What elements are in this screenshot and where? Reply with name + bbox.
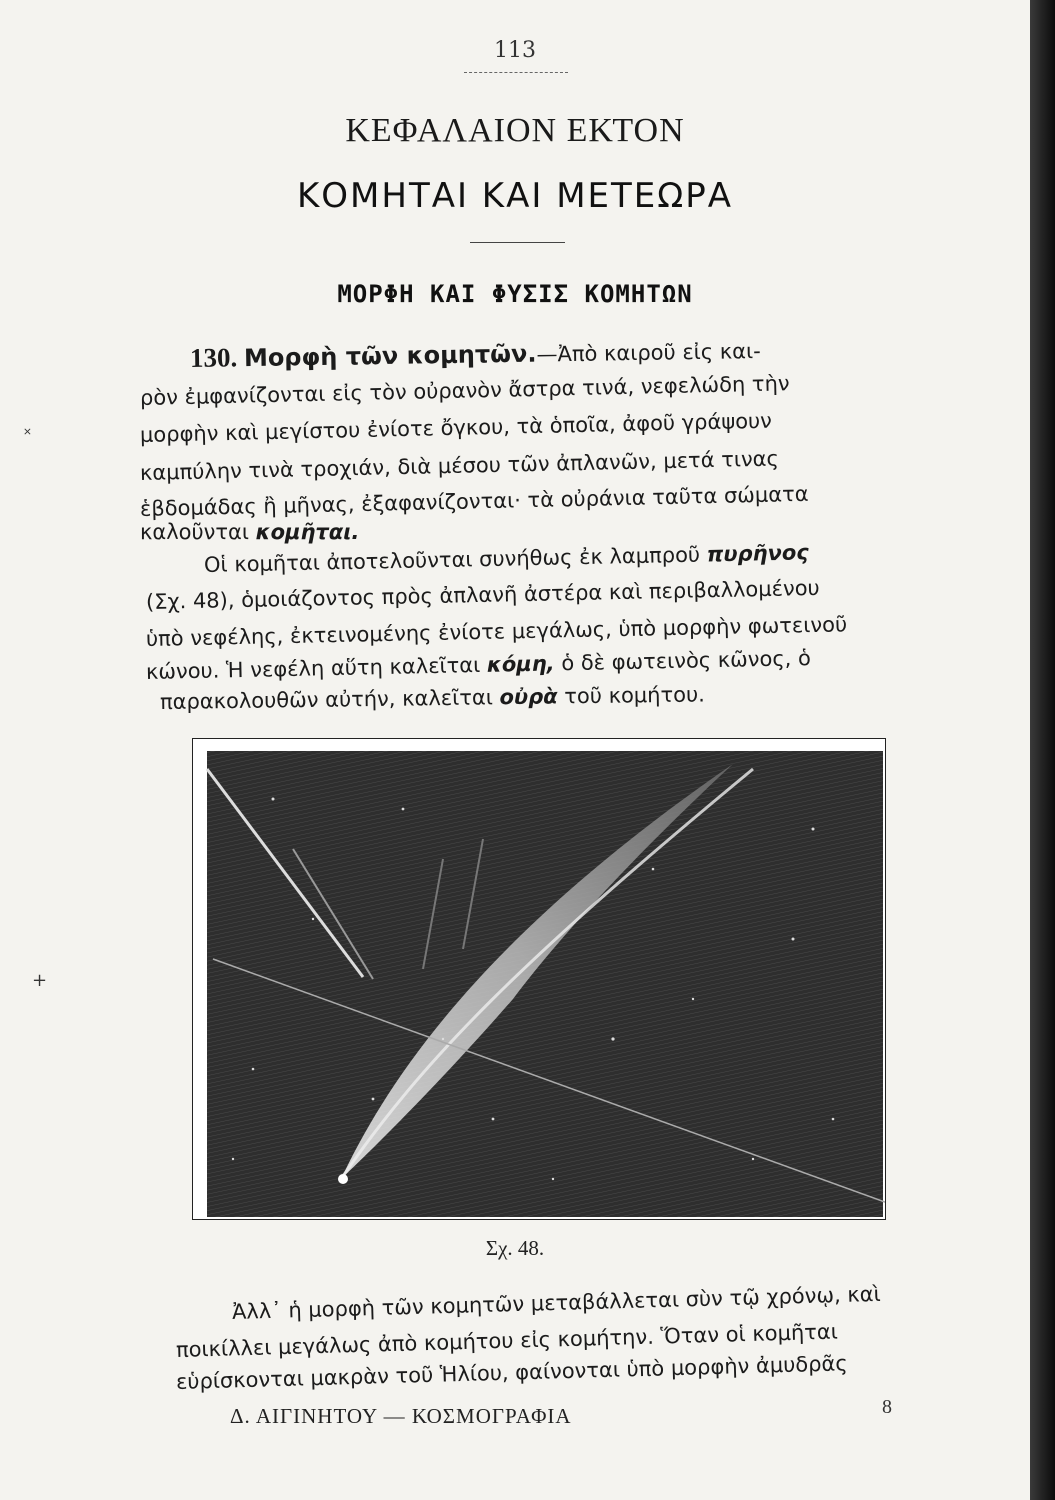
term-tail: οὐρὰ [499,684,558,710]
p2-l5-text-b: τοῦ κομήτου. [564,682,705,709]
term-nucleus: πυρῆνος [706,540,809,567]
paragraph-3-line-2: ποικίλλει μεγάλως ἀπὸ κομήτου εἰς κομήτην. Ὅταν οἱ κομῆται [175,1319,839,1362]
signature-number: 8 [882,1396,892,1418]
paragraph-130-line-3: μορφὴν καὶ μεγίστου ἐνίοτε ὄγκου, τὰ ὁποῖα, ἀφοῦ γράψουν [139,408,773,447]
paragraph-2-line-1 [204,540,809,577]
paragraph-2-line-5 [160,682,705,714]
paragraph-title: Μορφὴ τῶν κομητῶν. [243,339,537,373]
chapter-title: ΚΕΦΑΛΑΙΟΝ ΕΚΤΟΝ [345,112,685,149]
margin-mark: + [32,970,48,991]
running-footer: Δ. ΑΙΓΙΝΗΤΟΥ — ΚΟΣΜΟΓΡΑΦΙΑ [230,1404,572,1428]
header-rule [464,72,568,73]
title-divider [470,242,565,243]
figure-caption: Σχ. 48. [485,1236,545,1260]
page-edge-shadow [1030,0,1055,1500]
p2-l4-text-a: κώνου. Ἡ νεφέλη αὕτη καλεῖται [145,653,481,684]
paragraph-2-line-4 [146,646,811,684]
paragraph-130-line-2: ρὸν ἐμφανίζονται εἰς τὸν οὐρανὸν ἄστρα τινά, νεφελώδη τὴν [139,371,790,410]
p2-l4-text-b: ὁ δὲ φωτεινὸς κῶνος, ὁ [561,646,812,676]
paragraph-3-line-3: εὑρίσκονται μακρὰν τοῦ Ἡλίου, φαίνονται ὑπὸ μορφὴν ἀμυδρᾶς [175,1351,848,1394]
term-comets: κομῆται. [255,520,360,544]
night-sky [207,751,883,1217]
margin-mark: ˟ [24,425,31,446]
page-number: 113 [494,38,536,63]
paragraph-130-line-5: ἑβδομάδας ἢ μῆνας, ἐξαφανίζονται· τὰ οὐράνια ταῦτα σώματα [139,481,809,521]
paragraph-130-line-1 [190,334,761,374]
paragraph-2-line-2: (Σχ. 48), ὁμοιάζοντος πρὸς ἀπλανῆ ἀστέρα καὶ περιβαλλομένου [145,575,820,614]
chapter-subtitle: ΚΟΜΗΤΑΙ ΚΑΙ ΜΕΤΕΩΡΑ [296,176,734,216]
paragraph-130-line-4: καμπύλην τινὰ τροχιάν, διὰ μέσου τῶν ἀπλανῶν, μετά τινας [139,446,780,485]
paragraph-2-line-3: ὑπὸ νεφέλης, ἐκτεινομένης ἐνίοτε μεγάλως, ὑπὸ μορφὴν φωτεινοῦ [145,612,848,651]
p2-l1-text: Οἱ κομῆται ἀποτελοῦνται συνήθως ἐκ λαμπροῦ [203,542,701,577]
paragraph-130-line-6 [140,520,359,544]
last-line-start: καλοῦνται [140,520,249,544]
comet-engraving [193,739,885,1219]
comet-figure [192,738,886,1220]
paragraph-130-text: —Ἀπὸ καιροῦ εἰς και- [536,339,761,367]
comet-nucleus [338,1174,348,1184]
section-heading: ΜΟΡΦΗ ΚΑΙ ΦΥΣΙΣ ΚΟΜΗΤΩΝ [337,280,693,308]
paragraph-3-line-1: Ἀλλ᾽ ἡ μορφὴ τῶν κομητῶν μεταβάλλεται σὺν τῷ χρόνῳ, καὶ [231,1281,882,1324]
term-coma: κόμη, [486,651,555,677]
paragraph-number: 130. [189,342,238,373]
p2-l5-text-a: παρακολουθῶν αὐτήν, καλεῖται [159,685,494,714]
